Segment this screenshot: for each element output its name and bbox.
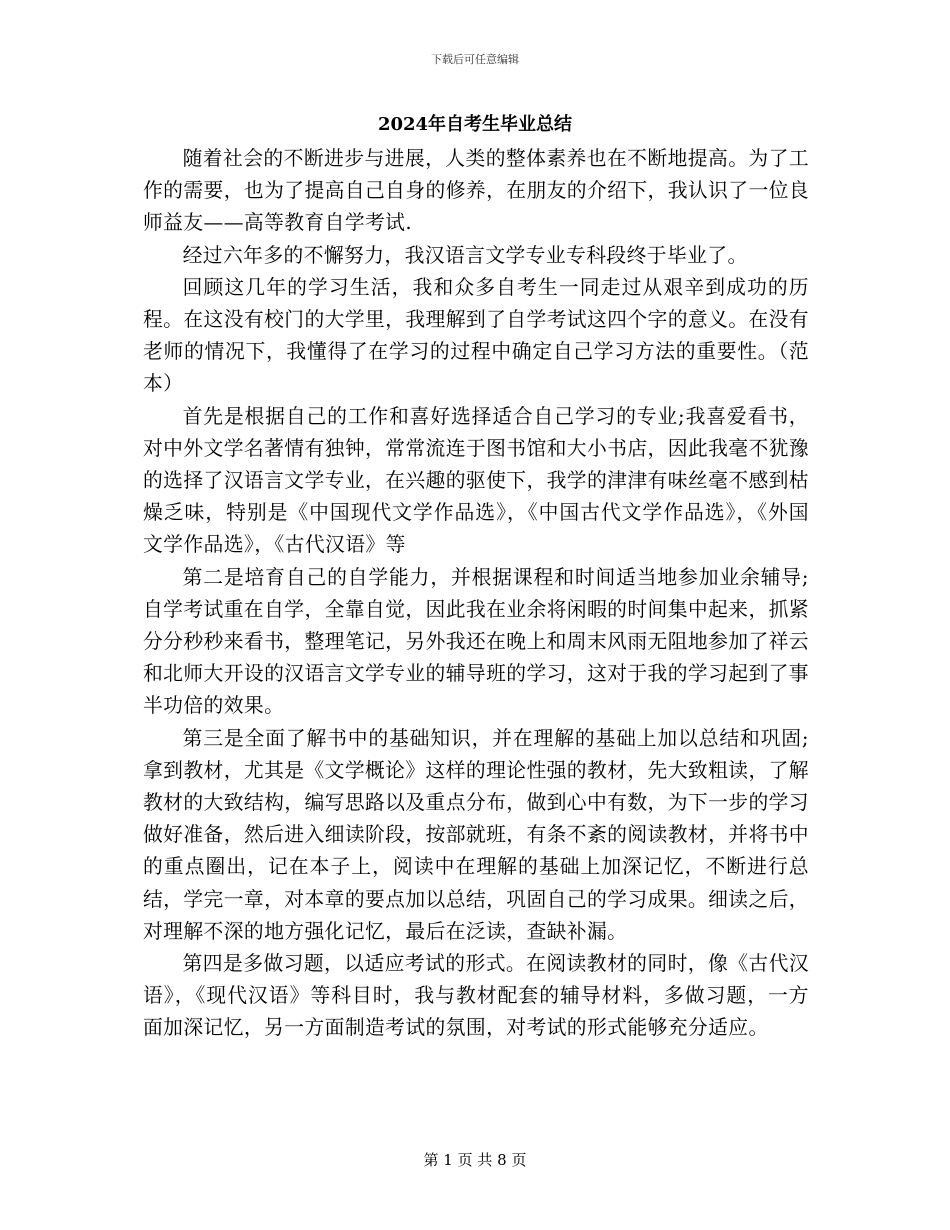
document-title: 2024年自考生毕业总结: [377, 114, 573, 135]
paragraph: 首先是根据自己的工作和喜好选择适合自己学习的专业;我喜爱看书，对中外文学名著情有独钟，常常流连于图书馆和大小书店，因此我毫不犹豫的选择了汉语言文学专业，在兴趣的驱使下，我学的津津有味丝毫不感到枯燥乏味，特别是《中国现代文学作品选》，《中国古代文学作品选》，《外国文学作品选》，《古代汉语》等: [143, 404, 809, 557]
document-body: [143, 143, 809, 1045]
paragraph: 第三是全面了解书中的基础知识，并在理解的基础上加以总结和巩固;拿到教材，尤其是《文学概论》这样的理论性强的教材，先大致粗读，了解教材的大致结构，编写思路以及重点分布，做到心中有数，为下一步的学习做好准备，然后进入细读阶段，按部就班，有条不紊的阅读教材，并将书中的重点圈出，记在本子上，阅读中在理解的基础上加深记忆，不断进行总结，学完一章，对本章的要点加以总结，巩固自己的学习成果。细读之后，对理解不深的地方强化记忆，最后在泛读，查缺补漏。: [143, 726, 809, 943]
paragraph: 经过六年多的不懈努力，我汉语言文学专业专科段终于毕业了。: [182, 243, 748, 267]
page-number: 第 1 页 共 8 页: [423, 1151, 527, 1169]
paragraph: 随着社会的不断进步与进展，人类的整体素养也在不断地提高。为了工作的需要，也为了提高自己自身的修养，在朋友的介绍下，我认识了一位良师益友——高等教育自学考试.: [143, 147, 809, 235]
paragraph: 第二是培育自己的自学能力，并根据课程和时间适当地参加业余辅导;自学考试重在自学，全靠自觉，因此我在业余将闲暇的时间集中起来，抓紧分分秒秒来看书，整理笔记，另外我还在晚上和周末风雨无阻地参加了祥云和北师大开设的汉语言文学专业的辅导班的学习，这对于我的学习起到了事半功倍的效果。: [143, 565, 809, 718]
paragraph: 回顾这几年的学习生活，我和众多自考生一同走过从艰辛到成功的历程。在这没有校门的大学里，我理解到了自学考试这四个字的意义。在没有老师的情况下，我懂得了在学习的过程中确定自己学习方法的重要性。（范本）: [143, 275, 809, 396]
paragraph: 第四是多做习题，以适应考试的形式。在阅读教材的同时，像《古代汉语》，《现代汉语》等科目时，我与教材配套的辅导材料，多做习题，一方面加深记忆，另一方面制造考试的氛围，对考试的形式能够充分适应。: [143, 952, 809, 1040]
page-header-note: 下载后可任意编辑: [431, 53, 519, 66]
